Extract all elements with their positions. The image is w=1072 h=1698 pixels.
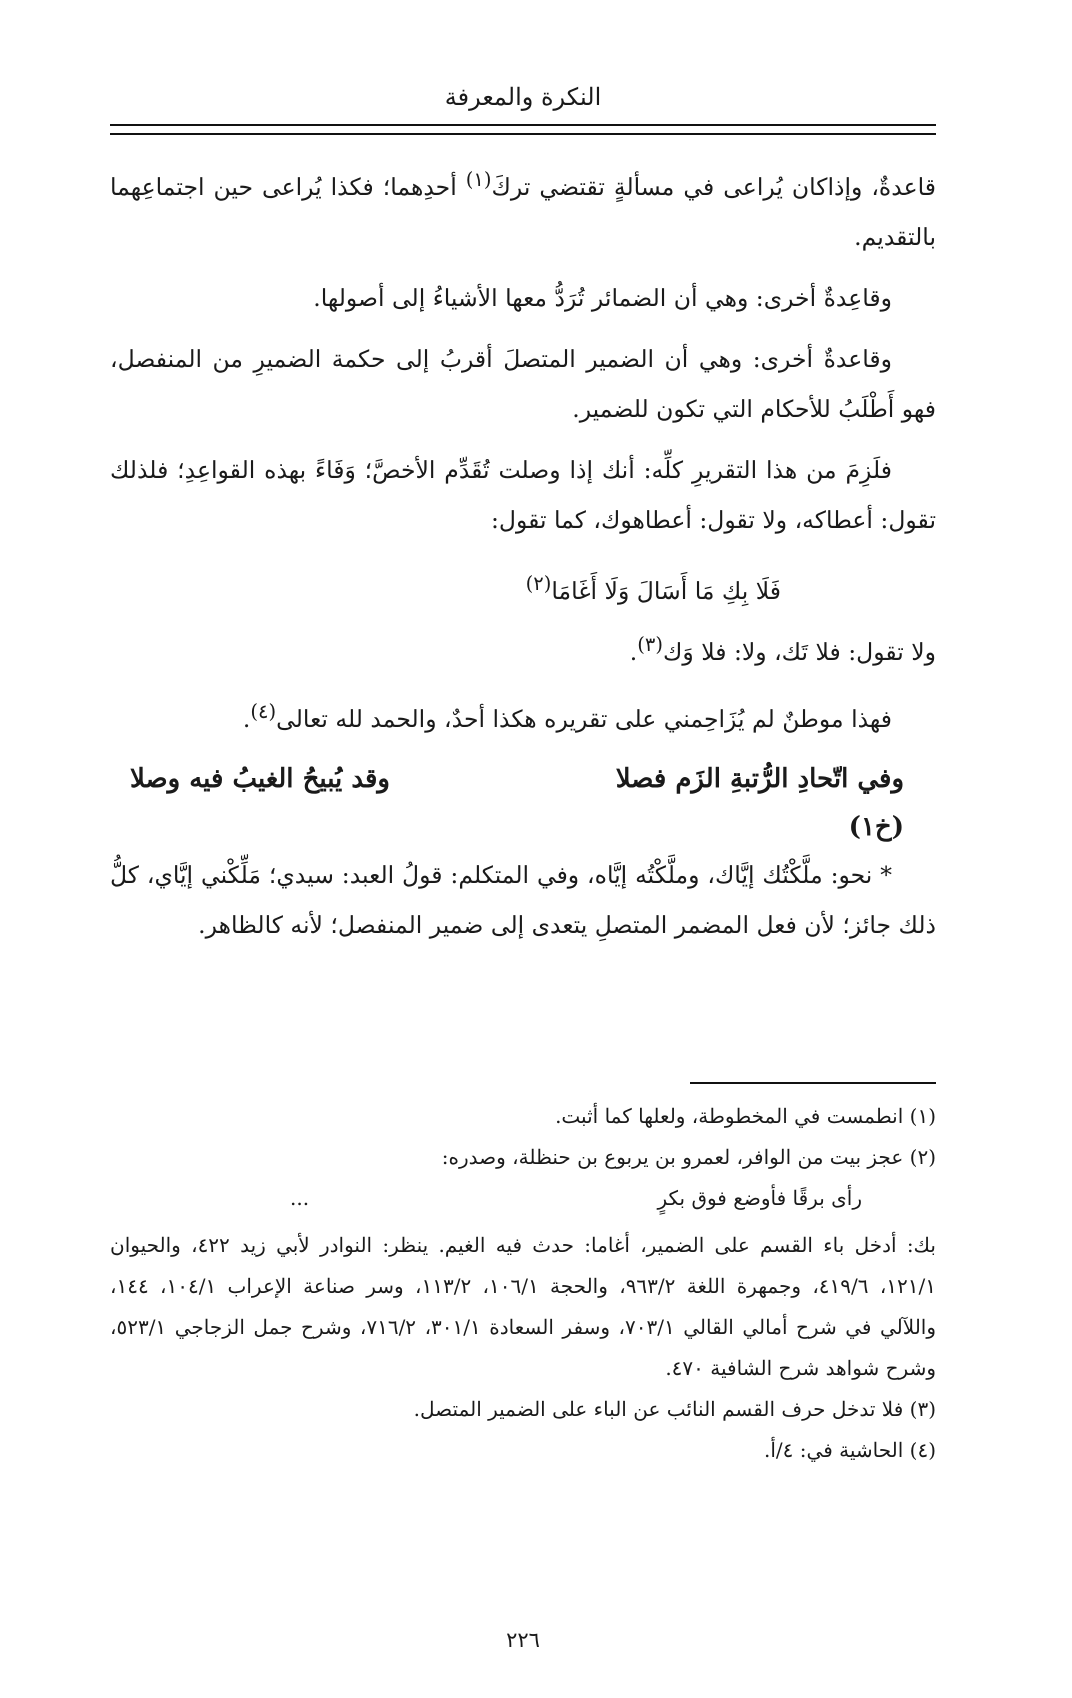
- footnote-2-verse: [110, 1178, 936, 1219]
- footnote-4: (٤) الحاشية في: ٤/أ.: [764, 1438, 936, 1462]
- paragraph-2: وقاعِدةٌ أخرى: وهي أن الضمائر تُرَدُّ معها الأشياءُ إلى أصولها.: [313, 283, 892, 312]
- paragraph-6-part-a: فهذا موطنٌ لم يُزَاحِمني على تقريره هكذا أحدٌ، والحمد لله تعالى: [276, 705, 892, 734]
- page-number: ٢٢٦: [506, 1628, 540, 1652]
- poem-line: [110, 754, 936, 804]
- paragraph-6-part-b: .: [242, 705, 251, 734]
- header-rule-upper: [110, 124, 936, 126]
- main-text: [110, 155, 936, 950]
- footnotes: [110, 1096, 936, 1471]
- running-title: النكرة والمعرفة: [444, 83, 602, 111]
- paragraph-6: [110, 687, 936, 744]
- paragraph-5-part-b: .: [629, 637, 638, 666]
- footnote-3: (٣) فلا تدخل حرف القسم النائب عن الباء على الضمير المتصل.: [413, 1397, 936, 1421]
- paragraph-1: [110, 155, 936, 262]
- footnote-separator: [690, 1082, 936, 1084]
- poem-hemistich-first: وفي اتّحادِ الرُّتبةِ الزَم فصلا: [615, 764, 904, 795]
- footnote-2-ellipsis: ...: [290, 1186, 310, 1210]
- footnote-2: (٢) عجز بيت من الوافر، لعمرو بن يربوع بن حنظلة، وصدره:: [441, 1145, 936, 1169]
- paragraph-1-part-b: أحدِهما؛ فكذا يُراعى حين اجتماعِهما بالتقديم.: [110, 172, 936, 251]
- quoted-verse: [110, 559, 936, 616]
- footnote-2-verse-text: رأى برقًا فأوضع فوق بكرٍ: [657, 1186, 862, 1210]
- manuscript-label: (خ١): [848, 812, 904, 843]
- footnote-ref-1: (١): [465, 168, 492, 191]
- quoted-verse-text: فَلَا بِكِ مَا أَسَالَ وَلَا أَغَامَا: [551, 576, 781, 605]
- footnote-ref-2: (٢): [525, 571, 552, 595]
- footnote-2-continuation: بك: أدخل باء القسم على الضمير، أغاما: حدث فيه الغيم. ينظر: النوادر لأبي زيد ٤٢٢، والحيوان ١٢١/١، ٤١٩/٦، وجمهرة اللغة ٩٦٣/٢، والحجة ١٠٦/١، ١١٣/٢، وسر صناعة الإعراب ١٠٤/١، ١٤٤، واللآلي في شرح أمالي القالي ٧٠٣/١، وسفر السعادة ٣٠١/١، ٧١٦/٢، وشرح جمل الزجاجي ٥٢٣/١، وشرح شواهد شرح الشافية ٤٧٠.: [110, 1233, 937, 1380]
- paragraph-4: فلَزِمَ من هذا التقريرِ كلِّه: أنك إذا وصلت تُقَدِّم الأخصَّ؛ وَفَاءً بهذه القواعِدِ؛ فلذلك تقول: أعطاكه، ولا تقول: أعطاهوك، كما تقول:: [110, 455, 936, 534]
- footnote-ref-4: (٤): [250, 700, 277, 724]
- paragraph-5: [110, 620, 936, 677]
- footnote-1: (١) انطمست في المخطوطة، ولعلها كما أثبت.: [555, 1104, 936, 1128]
- footnote-ref-3: (٣): [637, 632, 664, 656]
- header-rule-lower: [110, 133, 936, 135]
- paragraph-5-part-a: ولا تقول: فلا تَك، ولا: فلا وَك: [663, 637, 936, 666]
- paragraph-3: وقاعدةٌ أخرى: وهي أن الضمير المتصلَ أقربُ إلى حكمة الضميرِ من المنفصل، فهو أَطْلَبُ للأحكام التي تكون للضمير.: [110, 344, 936, 423]
- paragraph-7: * نحو: ملَّكْتُك إيَّاك، وملَّكْتُه إيَّاه، وفي المتكلم: قولُ العبد: سيدي؛ مَلِّكْني إيَّاي، كلُّ ذلك جائز؛ لأن فعل المضمر المتصلِ يتعدى إلى ضمير المنفصل؛ لأنه كالظاهر.: [110, 861, 936, 940]
- paragraph-1-part-a: قاعدةٌ، وإذاكان يُراعى في مسألةٍ تقتضي تركَ: [491, 172, 936, 201]
- poem-hemistich-second: وقد يُبيحُ الغيبُ فيه وصلا: [130, 764, 390, 795]
